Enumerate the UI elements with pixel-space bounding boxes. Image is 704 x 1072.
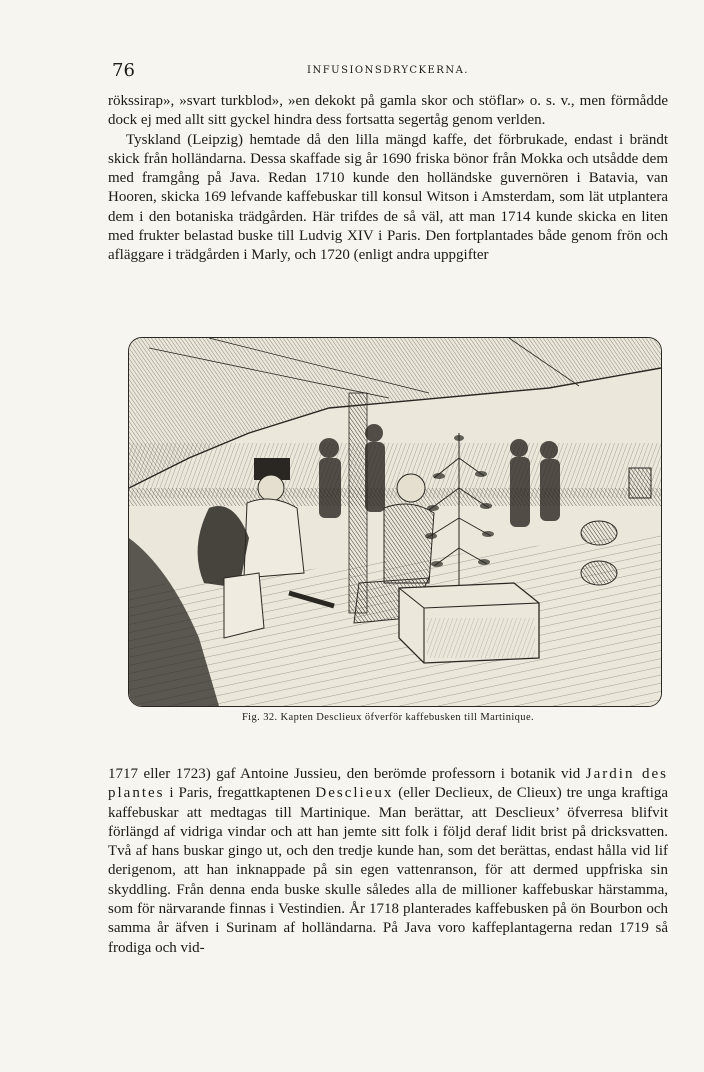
paragraph-bottom [108,765,668,958]
engraving-illustration [128,337,662,707]
paragraph-text-a: 1717 eller 1723) gaf Antoine Jussieu, den berömde professorn i botanik vid [108,766,581,782]
page-number: 76 [112,60,135,81]
page-header [108,60,668,82]
paragraph-top [108,92,668,266]
desclieux-text: Desclieux [315,785,394,802]
running-head: INFUSIONSDRYCKERNA. [307,65,469,76]
paragraph-body-text: Tyskland (Leipzig) hemtade då den lilla mängd kaffe, det förbrukade, endast i brändt skick från holländarna. Dessa skaffade sig år 1690 friska bönor från Mokka och utsådde dem med framgång på Java. Redan 1710 kunde den holländske guvernören i Batavia, van Hooren, skicka 169 lefvande kaffebuskar till konsul Witson i Amsterdam, som lät utplantera dem i den botaniska trädgården. Här trifdes de så väl, att man 1714 kunde skicka en liten med frukter belastad buske till Ludvig XIV i Paris. Den fortplantades både genom frön och afläggare i trädgården i Marly, och 1720 (enligt andra uppgifter [108,131,668,264]
paragraph-text-b: i Paris, fregattkaptenen [169,785,311,802]
engraving-svg [129,338,661,706]
paragraph-lead-text: rökssirap», »svart turkblod», »en dekokt på gamla skor och stöflar» o. s. v., men förmådde dock ej med allt sitt gyckel hindra dess fortsatta segertåg genom verlden. [108,93,668,129]
jardin-des-plantes-text: Jardin des plantes [108,766,669,802]
paragraph-text-c: (eller Declieux, de Clieux) tre unga kraftiga kaffebuskar att medtagas till Martinique. Man berättar, att Desclieux’ öfverresa blifvit förlängd af vidriga vindar och att han jemte sitt folk i följd deraf lidit brist på dricksvatten. Två af hans buskar gingo ut, och den tredje kunde han, som det berättas, endast hålla vid lif derigenom, att han inknappade på sin egen vattenranson, för att dermed uppfriska sin skyddling. Från denna enda buske skulle således alla de millioner kaffebuskar härstamma, som för närvarande finnas i Vestindien. År 1718 planterades kaffebusken på ön Bourbon och samma år äfven i Surinam af holländarna. På Java voro kaffeplantagerna redan 1719 så frodiga och vid- [108,785,669,956]
figure-caption: Fig. 32. Kapten Desclieux öfverför kaffebusken till Martinique. [241,712,535,723]
